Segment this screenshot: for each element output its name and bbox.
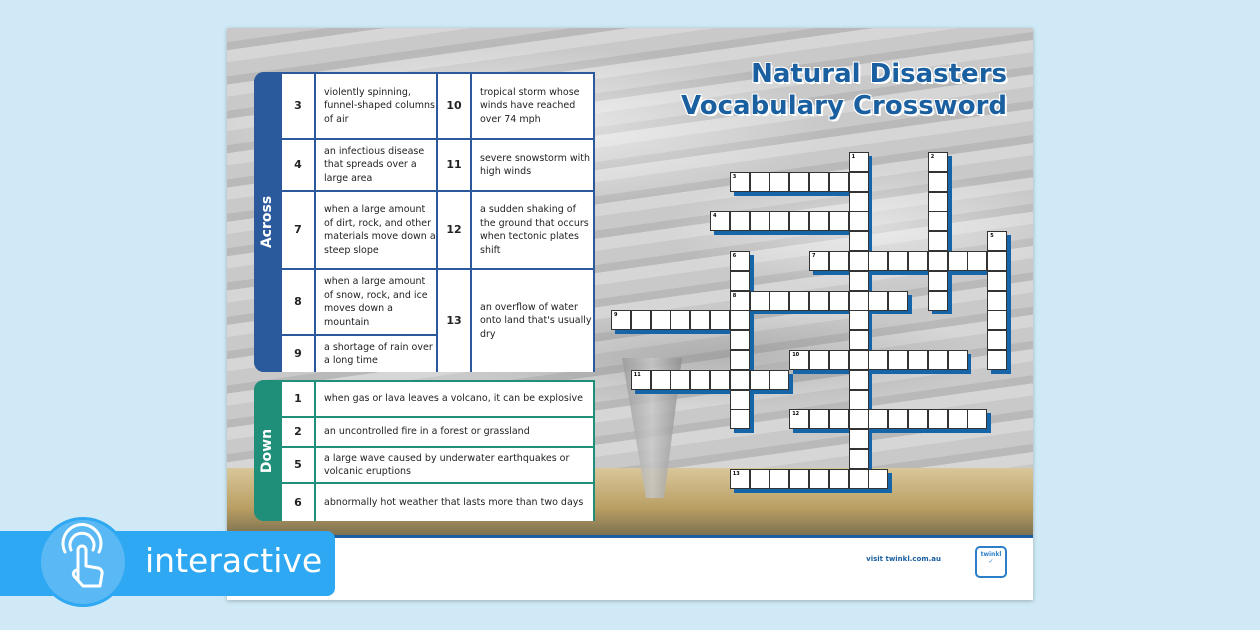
crossword-cell-start[interactable]: 6 xyxy=(730,251,750,271)
crossword-cell[interactable] xyxy=(849,211,869,231)
across-tab: Across xyxy=(254,72,280,372)
crossword-cell[interactable] xyxy=(908,350,928,370)
crossword-cell[interactable] xyxy=(987,330,1007,350)
clue-number: 7 xyxy=(282,192,314,268)
crossword-cell[interactable] xyxy=(849,469,869,489)
clue-number: 13 xyxy=(438,270,470,372)
clue-text: a sudden shaking of the ground that occurs when tectonic plates shift xyxy=(472,192,593,268)
crossword-cell[interactable] xyxy=(849,409,869,429)
clue-number: 4 xyxy=(282,140,314,190)
crossword-cell[interactable] xyxy=(690,310,710,330)
crossword-cell[interactable] xyxy=(908,409,928,429)
crossword-cell[interactable] xyxy=(928,211,948,231)
crossword-cell[interactable] xyxy=(987,291,1007,311)
clue-text: an infectious disease that spreads over a large area xyxy=(316,140,436,190)
crossword-cell[interactable] xyxy=(928,291,948,311)
crossword-cell[interactable] xyxy=(730,211,750,231)
crossword-cell[interactable] xyxy=(750,211,770,231)
crossword-cell[interactable] xyxy=(888,409,908,429)
crossword-cell-start[interactable]: 11 xyxy=(631,370,651,390)
crossword-cell[interactable] xyxy=(750,172,770,192)
crossword-cell-start[interactable]: 7 xyxy=(809,251,829,271)
clue-text: tropical storm whose winds have reached over 74 mph xyxy=(472,74,593,138)
crossword-cell[interactable] xyxy=(670,370,690,390)
crossword-cell-start[interactable]: 13 xyxy=(730,469,750,489)
crossword-cell[interactable] xyxy=(948,409,968,429)
title-line-1: Natural Disasters xyxy=(751,59,1007,89)
crossword-cell[interactable] xyxy=(868,350,888,370)
clue-text: when a large amount of dirt, rock, and other materials move down a steep slope xyxy=(316,192,436,268)
crossword-cell-start[interactable]: 3 xyxy=(730,172,750,192)
worksheet-preview xyxy=(227,28,1033,600)
crossword-cell[interactable] xyxy=(809,350,829,370)
crossword-cell[interactable] xyxy=(928,231,948,251)
clue-number: 5 xyxy=(282,448,314,482)
crossword-cell[interactable] xyxy=(928,350,948,370)
crossword-cell-start[interactable]: 2 xyxy=(928,152,948,172)
crossword-cell[interactable] xyxy=(849,390,869,410)
crossword-cell[interactable] xyxy=(849,330,869,350)
crossword-cell[interactable] xyxy=(928,271,948,291)
crossword-cell[interactable] xyxy=(829,350,849,370)
crossword-cell[interactable] xyxy=(829,409,849,429)
crossword-cell[interactable] xyxy=(809,211,829,231)
clue-text: a large wave caused by underwater earthquakes or volcanic eruptions xyxy=(316,448,593,482)
crossword-cell[interactable] xyxy=(809,469,829,489)
crossword-cell[interactable] xyxy=(849,231,869,251)
crossword-cell[interactable] xyxy=(928,172,948,192)
clue-text: abnormally hot weather that lasts more than two days xyxy=(316,484,593,521)
crossword-cell[interactable] xyxy=(789,211,809,231)
clue-number: 12 xyxy=(438,192,470,268)
crossword-cell[interactable] xyxy=(730,409,750,429)
crossword-cell[interactable] xyxy=(849,271,869,291)
down-tab: Down xyxy=(254,380,280,521)
crossword-cell[interactable] xyxy=(849,370,869,390)
clue-text: when a large amount of snow, rock, and ice moves down a mountain xyxy=(316,270,436,334)
crossword-cell[interactable] xyxy=(987,251,1007,271)
crossword-cell[interactable] xyxy=(829,172,849,192)
crossword-cell[interactable] xyxy=(967,251,987,271)
crossword-cell-start[interactable]: 8 xyxy=(730,291,750,311)
crossword-cell[interactable] xyxy=(987,310,1007,330)
crossword-cell[interactable] xyxy=(670,310,690,330)
crossword-cell[interactable] xyxy=(730,310,750,330)
crossword-cell[interactable] xyxy=(829,469,849,489)
crossword-cell[interactable] xyxy=(750,291,770,311)
crossword-cell[interactable] xyxy=(908,251,928,271)
hand-pointer-icon xyxy=(38,517,128,607)
crossword-cell[interactable] xyxy=(868,409,888,429)
quality-seal-logo: twinkl ✓ xyxy=(975,546,1007,578)
crossword-cell[interactable] xyxy=(769,172,789,192)
crossword-cell-start[interactable]: 5 xyxy=(987,231,1007,251)
crossword-cell[interactable] xyxy=(809,291,829,311)
clue-text: an overflow of water onto land that's usually dry xyxy=(472,270,593,372)
crossword-cell[interactable] xyxy=(690,370,710,390)
crossword-cell[interactable] xyxy=(888,291,908,311)
crossword-cell-start[interactable]: 4 xyxy=(710,211,730,231)
crossword-cell-start[interactable]: 10 xyxy=(789,350,809,370)
crossword-cell[interactable] xyxy=(849,291,869,311)
crossword-cell[interactable] xyxy=(849,251,869,271)
crossword-cell[interactable] xyxy=(868,469,888,489)
crossword-cell[interactable] xyxy=(928,251,948,271)
crossword-cell[interactable] xyxy=(730,350,750,370)
crossword-cell[interactable] xyxy=(750,469,770,489)
crossword-cell[interactable] xyxy=(730,370,750,390)
clue-text: severe snowstorm with high winds xyxy=(472,140,593,190)
crossword-cell[interactable] xyxy=(928,409,948,429)
crossword-cell[interactable] xyxy=(789,291,809,311)
clue-number: 3 xyxy=(282,74,314,138)
clue-text: a shortage of rain over a long time xyxy=(316,336,436,372)
crossword-cell[interactable] xyxy=(829,211,849,231)
clue-text: violently spinning, funnel-shaped columns of air xyxy=(316,74,436,138)
crossword-cell[interactable] xyxy=(769,211,789,231)
title-line-2: Vocabulary Crossword xyxy=(681,91,1007,121)
crossword-cell[interactable] xyxy=(849,192,869,212)
crossword-cell[interactable] xyxy=(651,370,671,390)
crossword-cell[interactable] xyxy=(829,251,849,271)
clue-text: an uncontrolled fire in a forest or grassland xyxy=(316,418,593,446)
crossword-cell[interactable] xyxy=(849,350,869,370)
crossword-cell[interactable] xyxy=(750,370,770,390)
crossword-cell[interactable] xyxy=(967,409,987,429)
interactive-label: interactive xyxy=(145,541,323,580)
crossword-cell[interactable] xyxy=(868,291,888,311)
crossword-cell-start[interactable]: 9 xyxy=(611,310,631,330)
clue-number: 11 xyxy=(438,140,470,190)
crossword-cell[interactable] xyxy=(948,251,968,271)
clue-text: when gas or lava leaves a volcano, it can be explosive xyxy=(316,382,593,416)
crossword-cell[interactable] xyxy=(987,271,1007,291)
crossword-cell[interactable] xyxy=(769,469,789,489)
crossword-cell[interactable] xyxy=(849,310,869,330)
crossword-cell[interactable] xyxy=(849,449,869,469)
crossword-cell[interactable] xyxy=(888,251,908,271)
clue-number: 2 xyxy=(282,418,314,446)
across-clues xyxy=(254,72,595,372)
footer xyxy=(227,535,1033,600)
crossword-cell[interactable] xyxy=(868,251,888,271)
clue-number: 8 xyxy=(282,270,314,334)
visit-link[interactable]: visit twinkl.com.au xyxy=(866,555,941,563)
crossword-cell[interactable] xyxy=(730,330,750,350)
crossword-cell[interactable] xyxy=(651,310,671,330)
clue-number: 6 xyxy=(282,484,314,521)
crossword-cell[interactable] xyxy=(730,390,750,410)
crossword-cell[interactable] xyxy=(809,172,829,192)
crossword-cell[interactable] xyxy=(888,350,908,370)
clue-number: 1 xyxy=(282,382,314,416)
crossword-cell[interactable] xyxy=(789,469,809,489)
crossword-cell-start[interactable]: 12 xyxy=(789,409,809,429)
crossword-cell-start[interactable]: 1 xyxy=(849,152,869,172)
crossword-cell[interactable] xyxy=(948,350,968,370)
page-title xyxy=(681,58,1007,122)
down-clues xyxy=(254,380,595,521)
crossword-cell[interactable] xyxy=(769,370,789,390)
crossword-cell[interactable] xyxy=(789,172,809,192)
crossword-cell[interactable] xyxy=(928,192,948,212)
crossword-cell[interactable] xyxy=(769,291,789,311)
crossword-cell[interactable] xyxy=(710,370,730,390)
clue-number: 9 xyxy=(282,336,314,372)
crossword-cell[interactable] xyxy=(710,310,730,330)
crossword-cell[interactable] xyxy=(987,350,1007,370)
crossword-cell[interactable] xyxy=(849,172,869,192)
crossword-cell[interactable] xyxy=(809,409,829,429)
crossword-cell[interactable] xyxy=(631,310,651,330)
clue-number: 10 xyxy=(438,74,470,138)
crossword-cell[interactable] xyxy=(730,271,750,291)
crossword-cell[interactable] xyxy=(849,429,869,449)
crossword-cell[interactable] xyxy=(829,291,849,311)
